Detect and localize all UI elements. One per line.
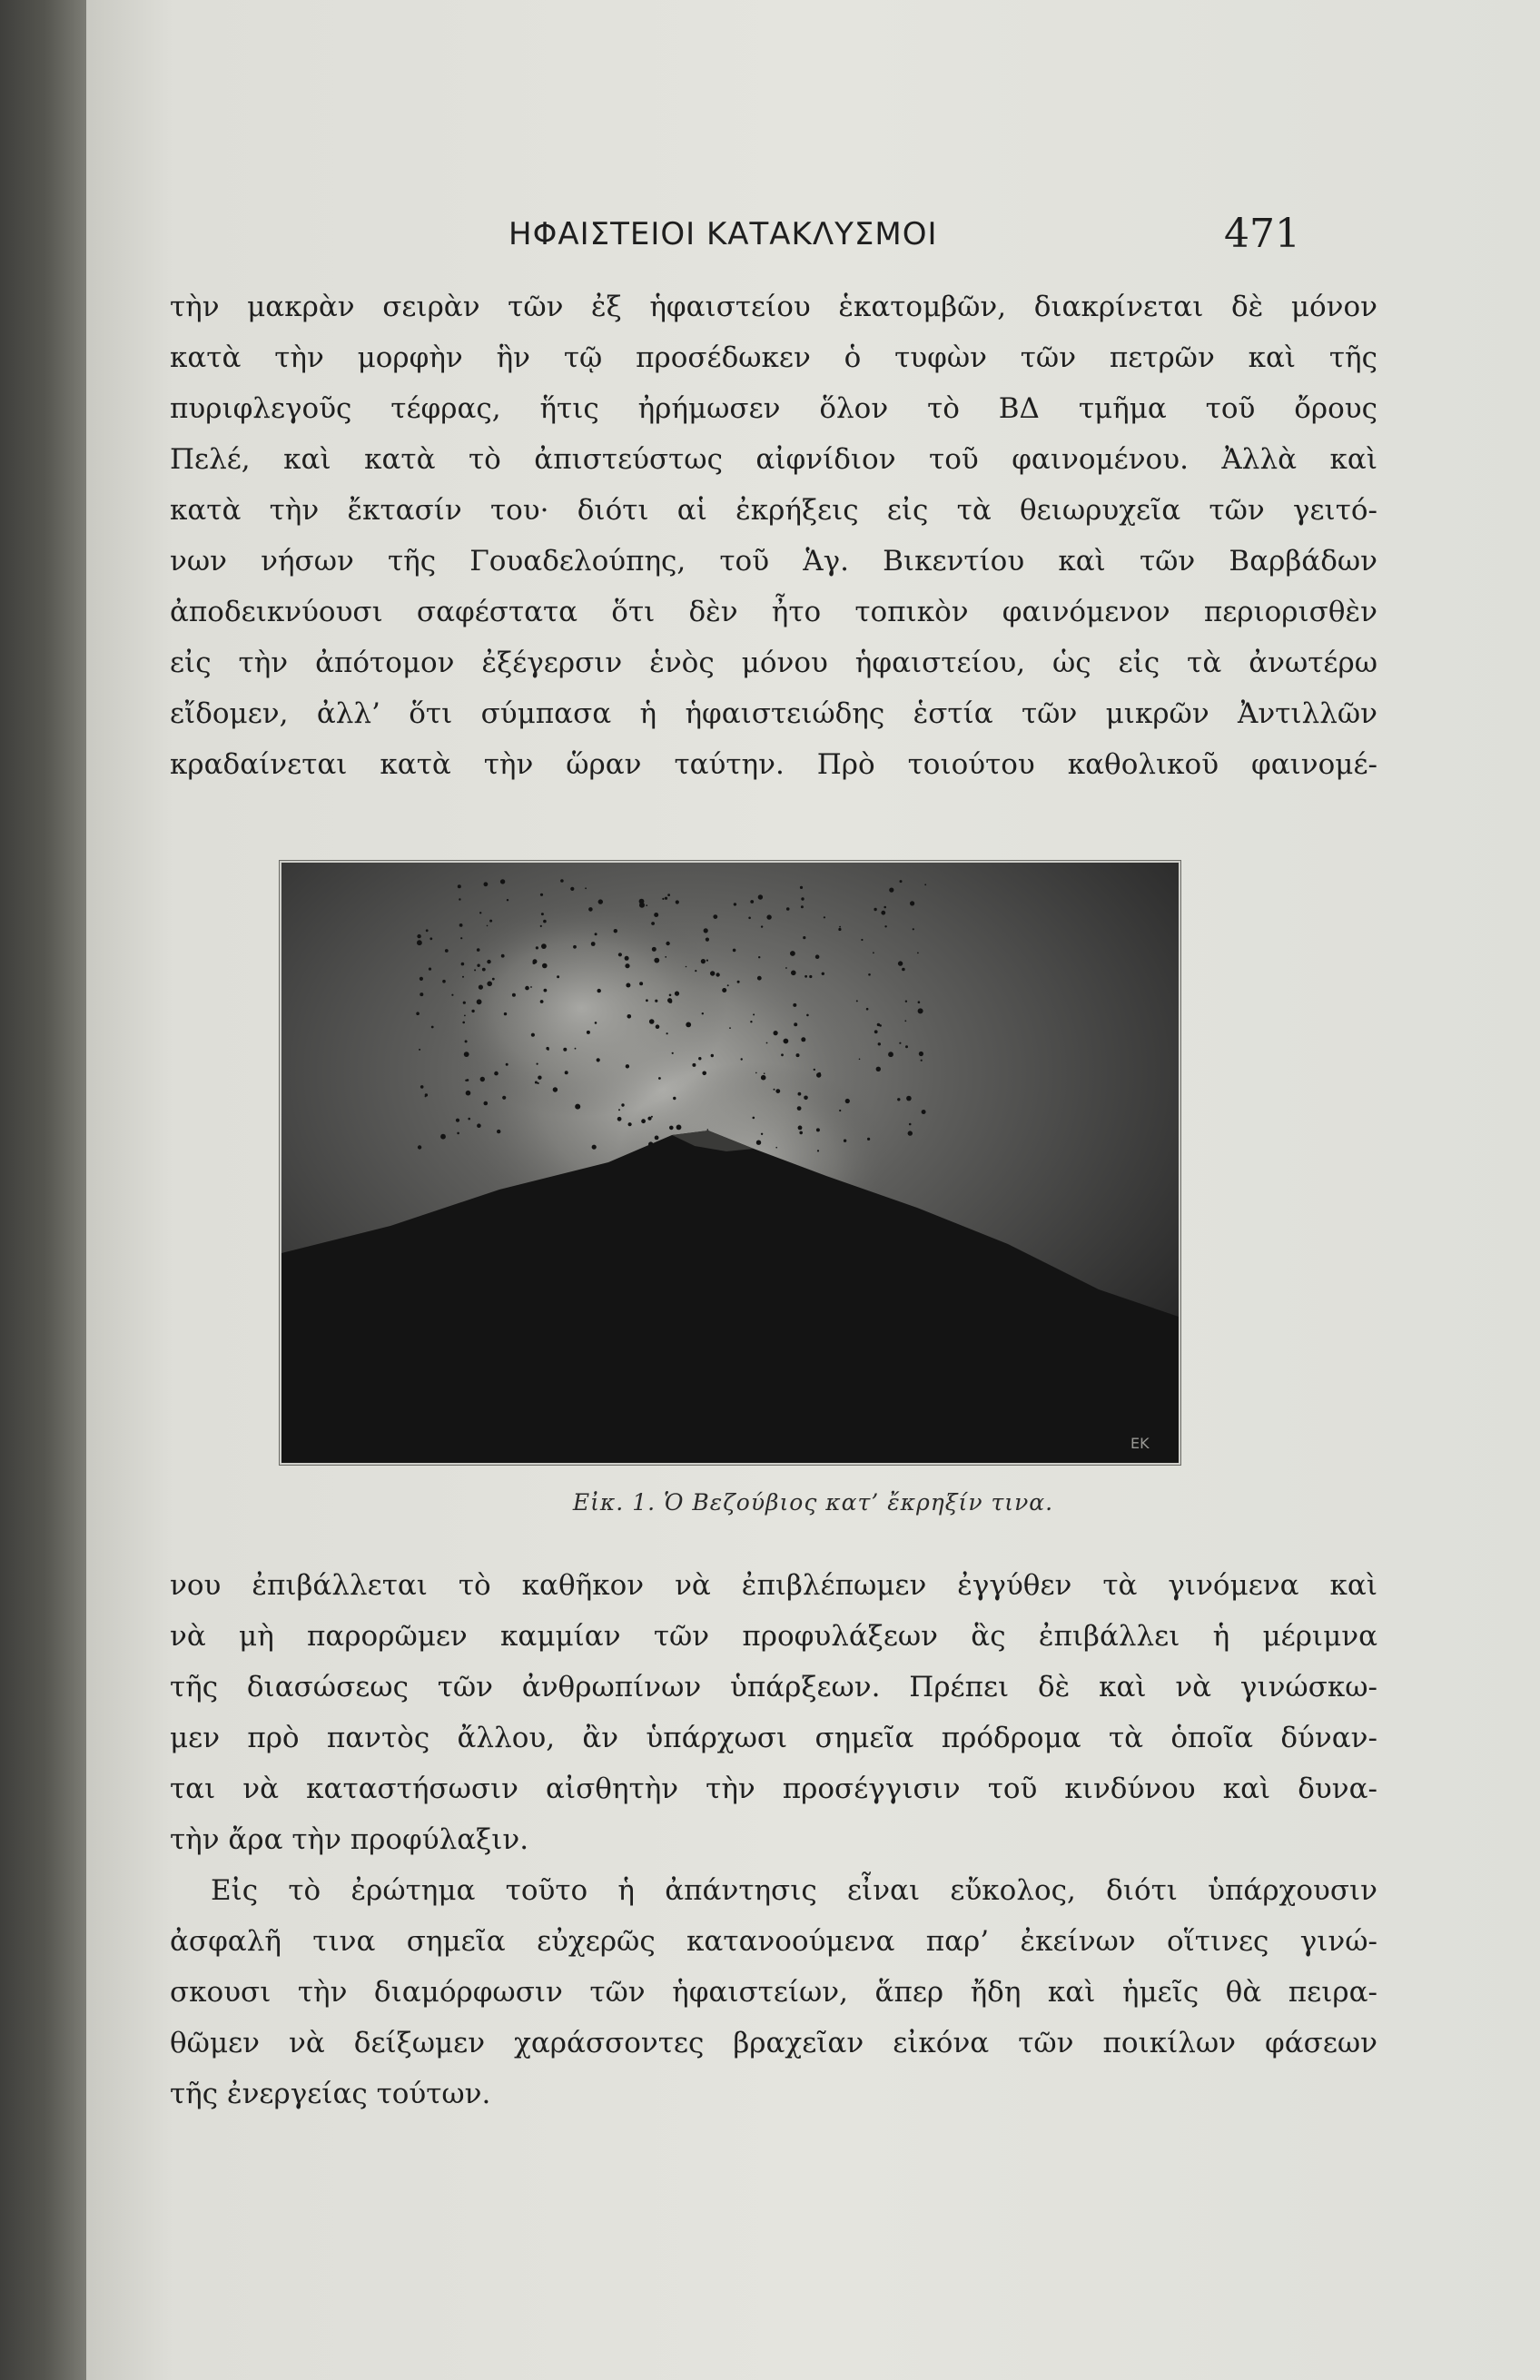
ejecta-particle (702, 1071, 706, 1076)
ejecta-particle (913, 928, 914, 930)
ejecta-particle (698, 1057, 701, 1060)
ejecta-particle (497, 1130, 500, 1133)
ejecta-particle (621, 1103, 624, 1106)
ejecta-particle (701, 959, 706, 963)
ejecta-particle (575, 1104, 580, 1110)
ejecta-particle (482, 968, 486, 972)
ejecta-particle (756, 1141, 761, 1145)
ejecta-particle (479, 985, 483, 990)
ejecta-particle (878, 1042, 881, 1045)
ejecta-particle (815, 954, 820, 959)
ejecta-particle (536, 946, 538, 949)
ejecta-particle (477, 964, 479, 967)
ejecta-particle (457, 1132, 459, 1135)
ejecta-particle (761, 1133, 763, 1135)
ejecta-particle (904, 1020, 906, 1022)
text-line: κατὰ τὴν μορφὴν ἣν τῷ προσέδωκεν ὁ τυφὼν τῶν πετρῶν καὶ τῆς (170, 341, 1377, 374)
ejecta-particle (420, 1085, 424, 1089)
ejecta-particle (462, 976, 464, 978)
ejecta-particle (543, 920, 547, 923)
ejecta-particle (641, 1119, 646, 1123)
ejecta-particle (793, 1003, 796, 1007)
ejecta-particle (625, 963, 629, 968)
ejecta-particle (839, 1110, 841, 1111)
ejecta-particle (794, 1022, 797, 1026)
ejecta-particle (686, 1022, 691, 1028)
ejecta-particle (919, 1052, 923, 1056)
ejecta-particle (908, 1131, 913, 1135)
text-line: σκουσι τὴν διαμόρφωσιν τῶν ἡφαιστείων, ἅπερ ἤδη καὶ ἡμεῖς θὰ πειρα- (170, 1976, 1377, 2009)
ejecta-particle (570, 887, 574, 891)
ejecta-particle (665, 897, 667, 900)
ejecta-particle (541, 913, 544, 915)
ejecta-particle (910, 901, 914, 905)
text-line: κραδαίνεται κατὰ τὴν ὥραν ταύτην. Πρὸ τοιούτου καθολικοῦ φαινομέ- (170, 748, 1377, 781)
ejecta-particle (563, 1048, 567, 1052)
ejecta-particle (906, 1096, 912, 1101)
ejecta-particle (676, 900, 679, 904)
ejecta-particle (822, 973, 824, 975)
ejecta-particle (658, 1077, 661, 1080)
ejecta-particle (587, 1031, 590, 1034)
ejecta-particle (477, 948, 480, 952)
ejecta-particle (686, 966, 687, 968)
ejecta-particle (500, 879, 505, 884)
ejecta-particle (801, 897, 804, 900)
ejecta-particle (766, 1042, 768, 1044)
ejecta-particle (711, 1054, 714, 1057)
ejecta-particle (656, 1024, 660, 1029)
ejecta-particle (918, 1001, 921, 1003)
eruption-illustration (281, 863, 1179, 1463)
ejecta-particle (646, 904, 647, 906)
ejecta-particle (479, 912, 481, 913)
ejecta-particle (888, 1052, 893, 1057)
ejecta-particle (905, 1001, 907, 1002)
text-line: νου ἐπιβάλλεται τὸ καθῆκον νὰ ἐπιβλέπωμεν ἐγγύθεν τὰ γινόμενα καὶ (170, 1569, 1377, 1602)
ejecta-particle (729, 1027, 731, 1029)
ejecta-particle (458, 884, 461, 888)
ejecta-particle (597, 989, 601, 992)
ejecta-particle (761, 925, 763, 927)
ejecta-particle (884, 906, 886, 909)
ejecta-particle (416, 1012, 420, 1015)
ejecta-particle (737, 981, 740, 983)
running-title: ΗΦΑΙΣΤΕΙΟΙ ΚΑΤΑΚΛΥΣΜΟΙ (508, 216, 938, 252)
ejecta-particle (905, 1045, 908, 1048)
ejecta-particle (814, 1069, 815, 1071)
ejecta-particle (618, 1109, 620, 1111)
book-page (86, 0, 1540, 2380)
text-line: τῆς διασώσεως τῶν ἀνθρωπίνων ὑπάρξεων. Πρέπει δὲ καὶ νὰ γινώσκω- (170, 1671, 1377, 1704)
ejecta-particle (531, 1033, 535, 1037)
ejecta-particle (662, 898, 664, 900)
ejecta-particle (879, 1024, 882, 1027)
ejecta-particle (917, 953, 919, 954)
ejecta-particle (797, 1106, 802, 1111)
ejecta-particle (484, 882, 489, 886)
ejecta-particle (764, 1072, 765, 1074)
ejecta-particle (692, 1063, 696, 1067)
ejecta-particle (464, 1015, 466, 1017)
ejecta-particle (504, 1012, 507, 1015)
ejecta-particle (614, 929, 617, 933)
ejecta-particle (799, 1131, 803, 1135)
text-line: ἀσφαλῆ τινα σημεῖα εὐχερῶς κατανοούμενα παρ’ ἐκείνων οἵτινες γινώ- (170, 1925, 1377, 1958)
text-line: Πελέ, καὶ κατὰ τὸ ἀπιστεύστως αἰφνίδιον τοῦ φαινομένου. Ἀλλὰ καὶ (170, 443, 1377, 476)
ejecta-particle (695, 970, 696, 972)
ejecta-particle (785, 967, 787, 969)
ejecta-particle (803, 936, 805, 939)
book-spine-shadow (0, 0, 100, 2380)
ejecta-particle (774, 1089, 775, 1091)
ejecta-particle (597, 1058, 600, 1062)
ejecta-particle (459, 898, 460, 900)
ejecta-particle (484, 1101, 489, 1106)
text-line: μεν πρὸ παντὸς ἄλλου, ἂν ὑπάρχωσι σημεῖα πρόδρομα τὰ ὁποῖα δύναν- (170, 1722, 1377, 1754)
ejecta-particle (557, 975, 559, 978)
ejecta-particle (530, 986, 532, 988)
ejecta-particle (592, 1145, 597, 1150)
ejecta-particle (859, 1059, 861, 1061)
text-line: κατὰ τὴν ἔκτασίν του· διότι αἱ ἐκρήξεις εἰς τὰ θειωρυχεῖα τῶν γειτό- (170, 494, 1377, 527)
ejecta-particle (790, 951, 795, 956)
ejecta-particle (639, 982, 643, 985)
ejecta-particle (575, 1048, 577, 1050)
text-line: νων νήσων τῆς Γουαδελούπης, τοῦ Ἁγ. Βικεντίου καὶ τῶν Βαρβάδων (170, 545, 1377, 578)
ejecta-particle (533, 962, 536, 964)
ejecta-particle (781, 1053, 784, 1056)
ejecta-particle (501, 954, 505, 958)
ejecta-particle (595, 1022, 597, 1024)
ejecta-particle (899, 1042, 901, 1044)
ejecta-particle (460, 937, 462, 939)
ejecta-particle (874, 1030, 878, 1033)
ejecta-particle (542, 963, 548, 969)
ejecta-particle (866, 1008, 869, 1011)
ejecta-particle (655, 1000, 657, 1002)
ejecta-particle (591, 942, 596, 946)
ejecta-particle (625, 956, 629, 961)
ejecta-particle (786, 907, 790, 911)
ejecta-particle (525, 986, 529, 991)
ejecta-particle (672, 1052, 674, 1054)
ejecta-particle (654, 958, 659, 963)
page-number: 471 (1224, 211, 1300, 257)
vesuvius-eruption-photo (280, 861, 1180, 1465)
ejecta-particle (487, 925, 489, 927)
ejecta-particle (466, 1091, 471, 1096)
ejecta-particle (626, 983, 630, 988)
ejecta-particle (921, 1060, 923, 1062)
ejecta-particle (766, 914, 771, 919)
ejecta-particle (540, 925, 542, 927)
ejecta-particle (727, 984, 729, 986)
ejecta-particle (537, 1063, 538, 1065)
paragraph-1 (170, 281, 1377, 790)
ejecta-particle (492, 978, 495, 981)
ejecta-particle (666, 1032, 668, 1034)
ejecta-particle (713, 914, 717, 919)
text-line: τὴν μακρὰν σειρὰν τῶν ἐξ ἡφαιστείου ἑκατομβῶν, διακρίνεται δὲ μόνον (170, 291, 1377, 323)
ejecta-particle (881, 911, 885, 915)
ejecta-particle (676, 1125, 682, 1131)
text-line: Εἰς τὸ ἐρώτημα τοῦτο ἡ ἀπάντησις εἶναι εὔκολος, διότι ὑπάρχουσιν (211, 1874, 1377, 1907)
ejecta-particle (874, 908, 876, 911)
ejecta-particle (471, 1010, 474, 1012)
ejecta-particle (889, 888, 893, 893)
ejecta-particle (540, 1000, 544, 1003)
ejecta-particle (816, 1072, 821, 1077)
ejecta-particle (900, 880, 903, 883)
ejecta-particle (440, 1134, 446, 1140)
ejecta-particle (544, 989, 548, 992)
ejecta-particle (442, 980, 446, 983)
ejecta-particle (464, 1052, 469, 1057)
ejecta-particle (668, 1000, 672, 1003)
ejecta-particle (618, 953, 622, 956)
ejecta-particle (585, 887, 587, 889)
ejecta-particle (419, 1049, 420, 1051)
ejecta-particle (417, 940, 422, 945)
ejecta-particle (647, 1117, 651, 1121)
ejecta-particle (753, 1117, 755, 1120)
ejecta-particle (898, 961, 903, 965)
ejecta-particle (598, 899, 603, 904)
ejecta-particle (758, 894, 763, 899)
ejecta-particle (426, 929, 429, 932)
ejecta-particle (801, 1037, 805, 1042)
ejecta-particle (816, 1128, 820, 1131)
ejecta-particle (588, 907, 593, 912)
ejecta-particle (626, 1064, 629, 1068)
ejecta-particle (665, 956, 666, 958)
ejecta-particle (667, 894, 670, 896)
ejecta-particle (535, 1081, 538, 1084)
ejecta-particle (573, 945, 577, 949)
ejecta-particle (784, 1039, 789, 1044)
ejecta-particle (538, 1076, 541, 1080)
ejecta-particle (649, 1019, 655, 1024)
ejecta-particle (707, 1129, 709, 1131)
ejecta-particle (706, 938, 709, 942)
text-line: ἀποδεικνύουσι σαφέστατα ὅτι δὲν ἦτο τοπικὸν φαινόμενον περιορισθὲν (170, 596, 1377, 628)
ejecta-particle (459, 923, 463, 927)
ejecta-particle (734, 903, 736, 905)
ejecta-particle (758, 956, 760, 958)
ejecta-particle (429, 937, 432, 940)
ejecta-particle (652, 947, 656, 952)
ejecta-particle (467, 1079, 469, 1081)
ejecta-particle (761, 1075, 766, 1081)
ejecta-particle (791, 971, 796, 976)
ejecta-particle (809, 975, 812, 978)
ejecta-particle (417, 934, 420, 938)
paragraph-2 (170, 1560, 1377, 2119)
ejecta-particle (796, 1053, 800, 1057)
text-line: τὴν ἄρα τὴν προφύλαξιν. (170, 1823, 529, 1856)
ejecta-particle (856, 1000, 858, 1002)
ejecta-particle (565, 1071, 568, 1074)
ejecta-particle (741, 1058, 743, 1060)
ejecta-particle (884, 925, 886, 927)
ejecta-particle (722, 988, 726, 992)
ejecta-particle (675, 992, 679, 996)
ejecta-particle (867, 1138, 870, 1141)
ejecta-particle (755, 1072, 757, 1074)
ejecta-particle (560, 879, 564, 883)
ejecta-particle (801, 905, 804, 908)
ejecta-particle (628, 1122, 632, 1126)
ejecta-particle (757, 976, 762, 981)
ejecta-particle (844, 1140, 846, 1142)
ejecta-particle (775, 1089, 780, 1093)
ejecta-particle (800, 886, 803, 889)
ejecta-particle (775, 1147, 777, 1149)
ejecta-particle (798, 1126, 803, 1131)
ejecta-particle (804, 1096, 808, 1101)
ejecta-particle (733, 949, 736, 953)
ejecta-particle (506, 1063, 508, 1066)
ejecta-particle (838, 928, 841, 931)
figure-caption: Εἰκ. 1. Ὁ Βεζούβιος κατ’ ἔκρηξίν τινα. (572, 1489, 1054, 1516)
ejecta-particle (429, 968, 431, 971)
ejecta-particle (845, 1099, 850, 1103)
ejecta-particle (651, 922, 655, 925)
ejecta-particle (468, 1118, 470, 1121)
ejecta-particle (487, 960, 490, 963)
ejecta-particle (646, 999, 648, 1002)
ejecta-particle (639, 899, 645, 904)
ejecta-particle (420, 977, 423, 981)
ejecta-particle (669, 994, 672, 997)
ejecta-particle (748, 917, 751, 920)
ejecta-particle (806, 1014, 809, 1017)
text-line: νὰ μὴ παρορῶμεν καμμίαν τῶν προφυλάξεων ἃς ἐπιβάλλει ἡ μέριμνα (170, 1620, 1377, 1653)
ejecta-particle (918, 1008, 923, 1013)
ejecta-particle (456, 1119, 459, 1122)
ejecta-particle (655, 1136, 659, 1141)
ejecta-particle (418, 1145, 421, 1149)
ejecta-particle (651, 1116, 653, 1118)
ejecta-particle (420, 992, 423, 996)
ejecta-particle (673, 1097, 676, 1100)
ejecta-particle (507, 899, 508, 901)
ejecta-particle (706, 960, 708, 962)
ejecta-particle (627, 1014, 632, 1019)
ejecta-particle (710, 971, 715, 975)
ejecta-particle (489, 920, 492, 923)
ejecta-particle (868, 973, 871, 976)
ejecta-particle (451, 994, 453, 996)
text-line: ται νὰ καταστήσωσιν αἰσθητὴν τὴν προσέγγισιν τοῦ κινδύνου καὶ δυνα- (170, 1773, 1377, 1805)
ejecta-particle (553, 1087, 558, 1091)
ejecta-particle (462, 1022, 465, 1024)
ejecta-particle (861, 939, 863, 941)
ejecta-particle (924, 884, 926, 885)
ejecta-particle (669, 1126, 674, 1131)
ejecta-particle (704, 928, 708, 933)
ejecta-particle (540, 894, 543, 896)
ejecta-particle (702, 1012, 704, 1014)
ejecta-particle (477, 999, 482, 1004)
ejecta-particle (487, 982, 492, 987)
ejecta-particle (750, 1021, 752, 1022)
ejecta-particle (425, 1096, 427, 1098)
ejecta-particle (541, 943, 547, 949)
ejecta-particle (873, 952, 874, 953)
ejecta-particle (774, 1031, 778, 1035)
ejecta-particle (431, 1026, 434, 1029)
ejecta-particle (753, 1013, 755, 1015)
ejecta-particle (548, 1049, 549, 1051)
ejecta-particle (922, 1110, 926, 1114)
text-line: πυριφλεγοῦς τέφρας, ἥτις ἠρήμωσεν ὅλον τὸ ΒΔ τμῆμα τοῦ ὄρους (170, 392, 1377, 425)
ejecta-particle (839, 926, 841, 928)
ejecta-particle (666, 942, 669, 945)
ejecta-particle (897, 1098, 900, 1101)
ejecta-particle (805, 975, 807, 978)
ejecta-particle (716, 973, 719, 976)
ejecta-particle (512, 993, 516, 997)
ejecta-particle (798, 1092, 802, 1096)
ejecta-particle (824, 916, 825, 918)
ejecta-particle (817, 1150, 819, 1151)
engraver-monogram: ΕΚ (1130, 1435, 1150, 1452)
ejecta-particle (474, 969, 476, 971)
page-header (86, 211, 1540, 265)
ejecta-particle (595, 933, 597, 935)
text-line: τῆς ἐνεργείας τούτων. (170, 2078, 491, 2110)
text-line: θῶμεν νὰ δείξωμεν χαράσσοντες βραχεῖαν εἰκόνα τῶν ποικίλων φάσεων (170, 2027, 1377, 2059)
ejecta-particle (617, 1117, 622, 1121)
ejecta-particle (654, 913, 658, 917)
ejecta-particle (909, 1123, 912, 1126)
ejecta-particle (494, 1071, 499, 1076)
ejecta-particle (477, 1123, 481, 1128)
text-line: εἰς τὴν ἀπότομον ἐξέγερσιν ἑνὸς μόνου ἡφαιστείου, ὡς εἰς τὰ ἀνωτέρω (170, 647, 1377, 679)
ejecta-particle (480, 1077, 485, 1081)
ejecta-particle (445, 949, 449, 953)
ejecta-particle (876, 1067, 881, 1071)
ejecta-particle (465, 1040, 468, 1042)
ejecta-particle (461, 963, 465, 966)
ejecta-particle (463, 1002, 466, 1004)
text-line: εἴδομεν, ἀλλ’ ὅτι σύμπασα ἡ ἡφαιστειώδης ἑστία τῶν μικρῶν Ἀντιλλῶν (170, 697, 1377, 730)
ejecta-particle (502, 1096, 506, 1100)
ejecta-particle (902, 968, 905, 972)
ejecta-particle (750, 900, 754, 904)
